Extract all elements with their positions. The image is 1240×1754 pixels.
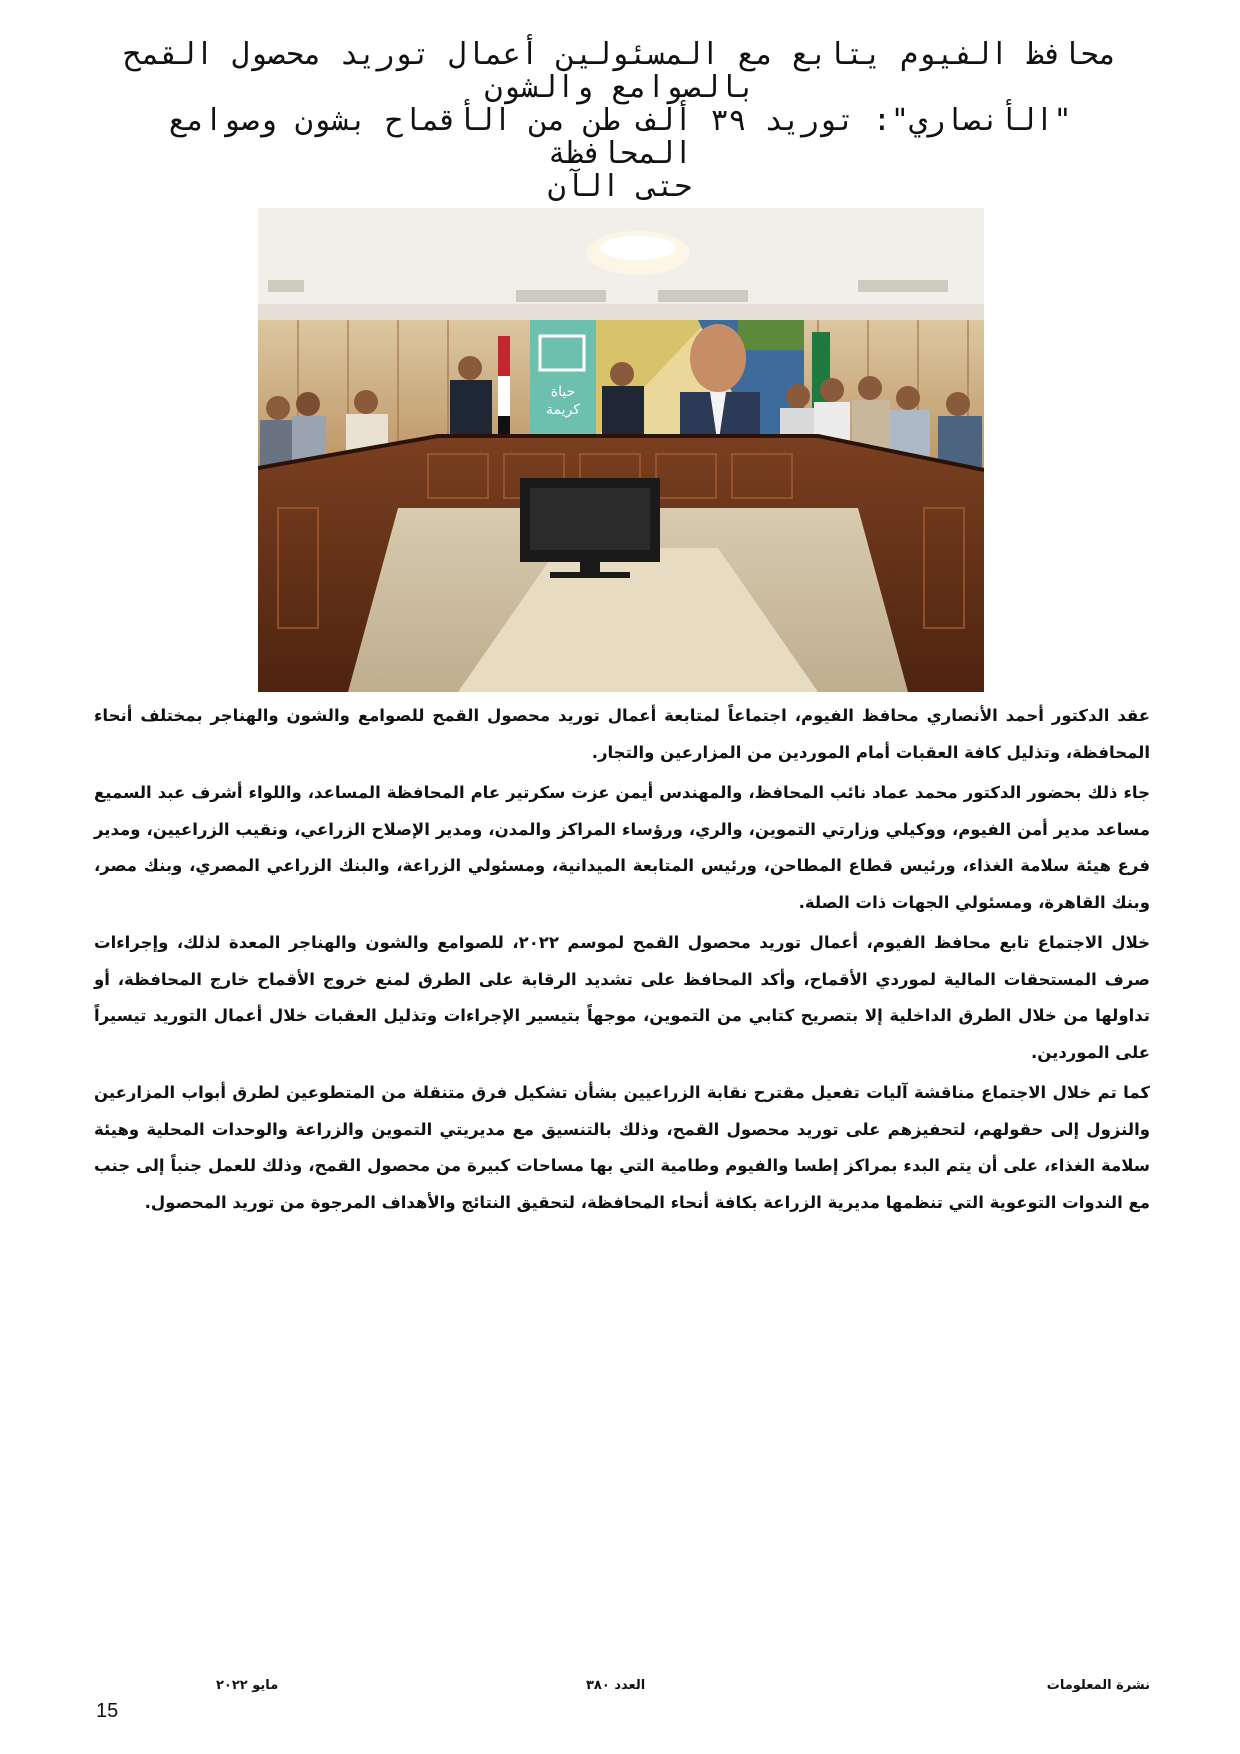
footer-month: مايو ٢٠٢٢ bbox=[216, 1678, 279, 1693]
page-number: 15 bbox=[96, 1700, 119, 1722]
banner-text-1: حياة bbox=[550, 384, 576, 400]
subheadline-line-1: "الأنصاري": توريد ٣٩ ألف طن من الأقماح بشون وصوامع المحافظة bbox=[168, 103, 1072, 171]
banner-text-2: كريمة bbox=[546, 402, 580, 418]
headline-line-2: بالصوامع والشون bbox=[484, 70, 756, 105]
footer-issue: العدد ٣٨٠ bbox=[586, 1678, 646, 1693]
article-paragraph: كما تم خلال الاجتماع مناقشة آليات تفعيل مقترح نقابة الزراعيين بشأن تشكيل فرق متنقلة من المتطوعين لطرق أبواب المزارعين والنزول إلى حقولهم، لتحفيزهم على توريد محصول القمح، وذلك بالتنسيق مع مديريتي التموين والزراعة والوحدات المحلية وهيئة سلامة الغذاء، على أن يتم البدء بمراكز إطسا والفيوم وطامية التي بها مساحات كبيرة من محصول القمح، وذلك للعمل جنباً إلى جنب مع الندوات التوعوية التي تنظمها مديرية الزراعة بكافة أنحاء المحافظة، لتحقيق النتائج والأهداف المرجوة من توريد المحصول. bbox=[94, 1083, 1150, 1212]
meeting-photo bbox=[258, 208, 984, 692]
article-paragraph: جاء ذلك بحضور الدكتور محمد عماد نائب المحافظ، والمهندس أيمن عزت سكرتير عام المحافظة المساعد، واللواء أشرف عبد السميع مساعد مدير أمن الفيوم، ووكيلي وزارتي التموين، والري، ورؤساء المراكز والمدن، ومدير الإصلاح الزراعي، ونقيب الزراعيين، ومدير فرع هيئة سلامة الغذاء، ورئيس قطاع المطاحن، ورئيس المتابعة الميدانية، ومسئولي الزراعة، والبنك الزراعي المصري، وبنك مصر، وبنك القاهرة، ومسئولي الجهات ذات الصلة. bbox=[94, 783, 1150, 912]
subheadline-line-2: حتى الآن bbox=[547, 169, 693, 204]
article-body bbox=[94, 698, 1150, 1225]
article-paragraph: خلال الاجتماع تابع محافظ الفيوم، أعمال توريد محصول القمح لموسم ٢٠٢٢، للصوامع والشون والهناجر المعدة لذلك، وإجراءات صرف المستحقات المالية لموردي الأقماح، وأكد المحافظ على تشديد الرقابة على الطرق لمنع خروج الأقماح خارج المحافظة، أو تداولها من خلال الطرق الداخلية إلا بتصريح كتابي من التموين، موجهاً بتيسير الإجراءات وتذليل العقبات خلال أعمال التوريد تيسيراً على الموردين. bbox=[94, 933, 1150, 1062]
footer-publication: نشرة المعلومات bbox=[1046, 1678, 1150, 1693]
article-paragraph: عقد الدكتور أحمد الأنصاري محافظ الفيوم، اجتماعاً لمتابعة أعمال توريد محصول القمح للصوامع والشون والهناجر بمختلف أنحاء المحافظة، وتذليل كافة العقبات أمام الموردين من المزارعين والتجار. bbox=[94, 706, 1150, 762]
headline-line-1: محافظ الفيوم يتابع مع المسئولين أعمال توريد محصول القمح bbox=[123, 37, 1117, 72]
